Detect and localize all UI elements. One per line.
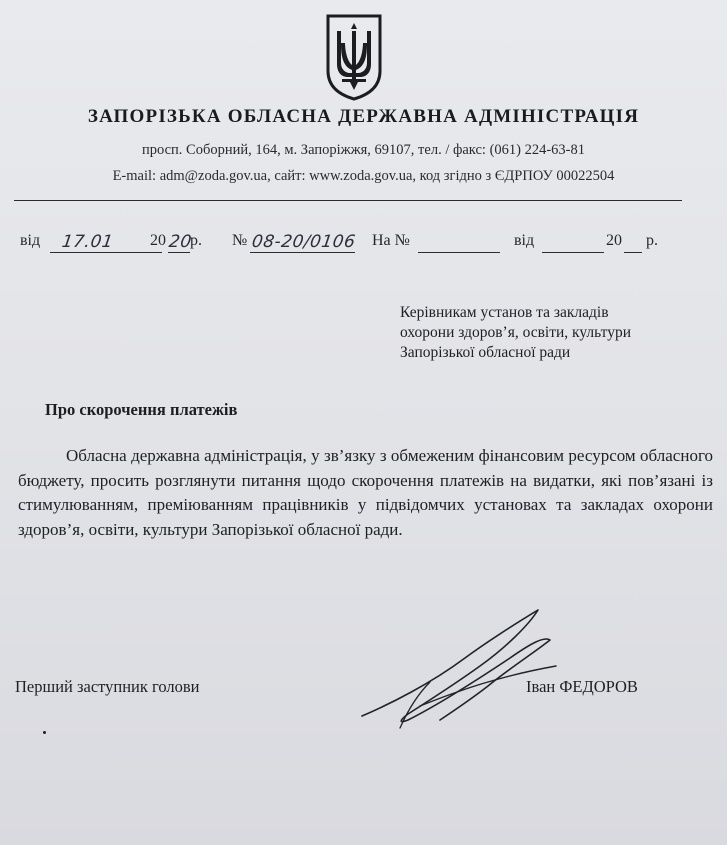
handwritten-signature bbox=[360, 606, 560, 732]
body-paragraph: Обласна державна адміністрація, у зв’язку з обмеженим фінансовим ресурсом обласного бюджету, просить розглянути питання щодо скорочення платежів на видатки, які пов’язані із стимулюванням, преміюванням працівників у підвідомчих установах та закладах охорони здоров’я, освіти, культури Запорізької обласної ради. bbox=[18, 446, 713, 539]
number-handwritten: 08-20/0106 bbox=[250, 232, 357, 252]
reply-date-blank bbox=[542, 236, 604, 253]
number-label: № bbox=[232, 232, 248, 249]
addressee-line: охорони здоров’я, освіти, культури bbox=[400, 324, 631, 341]
organization-name: ЗАПОРІЗЬКА ОБЛАСНА ДЕРЖАВНА АДМІНІСТРАЦІЯ bbox=[87, 106, 640, 127]
reply-year-suffix: р. bbox=[646, 232, 658, 249]
stray-mark bbox=[43, 731, 46, 734]
year-prefix: 20 bbox=[150, 232, 166, 249]
address-line: просп. Соборний, 164, м. Запоріжжя, 69107, тел. / факс: (061) 224-63-81 bbox=[141, 142, 586, 158]
reply-year-blank bbox=[624, 236, 642, 253]
header-divider bbox=[14, 200, 682, 201]
addressee-block bbox=[400, 303, 631, 363]
date-handwritten: 17.01 bbox=[60, 232, 115, 252]
reply-from-label: від bbox=[514, 232, 535, 249]
reply-number-blank bbox=[418, 236, 500, 253]
reply-number-label: На № bbox=[372, 232, 410, 249]
addressee-line: Запорізької обласної ради bbox=[400, 344, 571, 361]
reply-year-prefix: 20 bbox=[606, 232, 622, 249]
letter-body bbox=[18, 444, 713, 542]
signatory-name: Іван ФЕДОРОВ bbox=[526, 677, 638, 696]
email-site-line: E-mail: adm@zoda.gov.ua, сайт: www.zoda.gov.ua, код згідно з ЄДРПОУ 00022504 bbox=[112, 168, 615, 184]
addressee-line: Керівникам установ та закладів bbox=[400, 304, 609, 321]
trident-emblem-icon bbox=[324, 13, 384, 101]
year-handwritten: 20 bbox=[167, 232, 194, 252]
from-label: від bbox=[20, 232, 41, 249]
signatory-title: Перший заступник голови bbox=[15, 677, 200, 696]
letter-subject: Про скорочення платежів bbox=[45, 400, 238, 419]
year-suffix: р. bbox=[190, 232, 202, 249]
